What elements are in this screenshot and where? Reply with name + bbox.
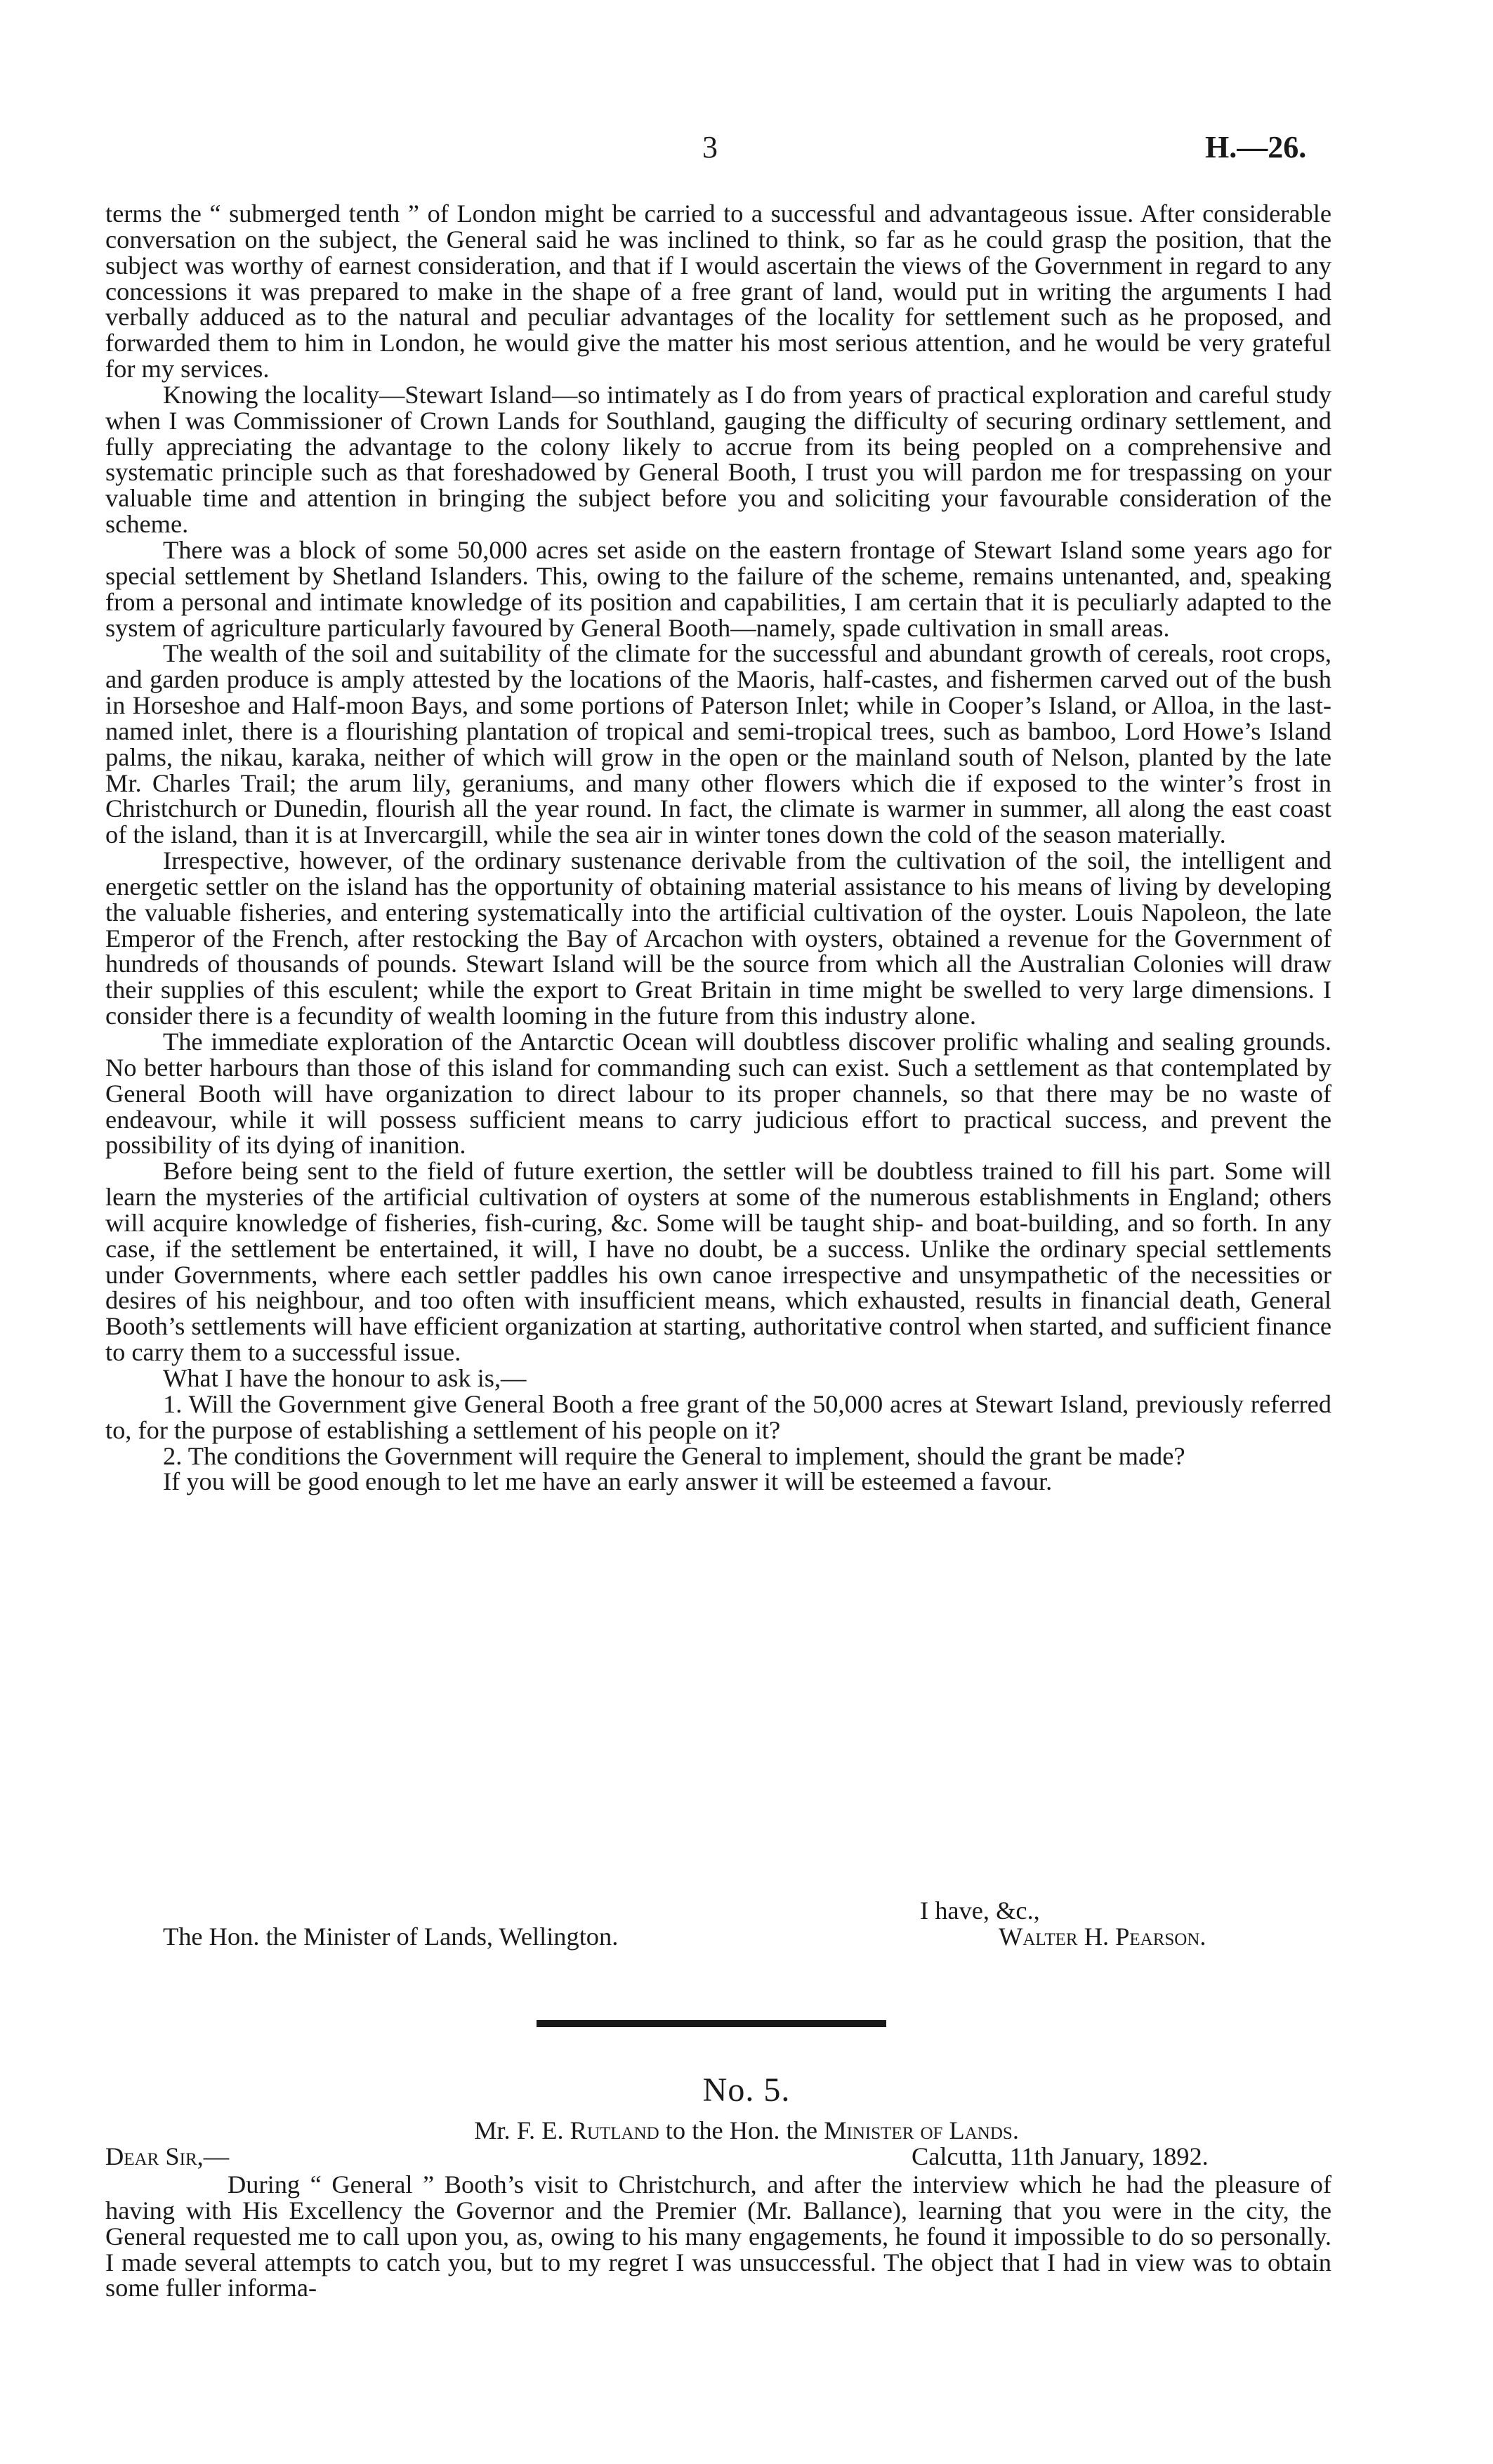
paragraph-opening: During “ General ” Booth’s visit to Christchurch, and after the interview which he had the pleasure of having with His Excellency the Governor and the Premier (Mr. Ballance), learning that you were in the city, the General requested me to call upon you, as, owing to his many engagements, he found it impossible to do so personally. I made several attempts to catch you, but to my regret I was unsuccessful. The object that I had in view was to obtain some fuller informa-: [105, 2170, 1331, 2302]
document-number: No. 5.: [702, 2071, 791, 2109]
dateline: Calcutta, 11th January, 1892.: [912, 2142, 1209, 2170]
paragraph-continuation: terms the “ submerged tenth ” of London might be carried to a successful and advantageous issue. After considerable conversation on the subject, the General said he was inclined to think, so far as he could grasp the position, that the subject was worthy of earnest consideration, and that if I would ascertain the views of the Government in regard to any concessions it was prepared to make in the shape of a free grant of land, would put in writing the arguments I had verbally adduced as to the natural and peculiar advantages of the locality for settlement such as he proposed, and forwarded them to him in London, he would give the matter his most serious attention, and he would be very grateful for my services.: [105, 199, 1331, 384]
closing-phrase: I have, &c.,: [920, 1896, 1040, 1925]
letter-body-next: [105, 2172, 1331, 2301]
request-item-1: 1. Will the Government give General Booth a free grant of the 50,000 acres at Stewart Island, previously referred to, for the purpose of establishing a settlement of his people on it?: [105, 1389, 1331, 1444]
paragraph-locality: Knowing the locality—Stewart Island—so intimately as I do from years of practical exploration and careful study when I was Commissioner of Crown Lands for Southland, gauging the difficulty of securing ordinary settlement, and fully appreciating the advantage to the colony likely to accrue from its being peopled on a comprehensive and systematic principle such as that foreshadowed by General Booth, I trust you will pardon me for trespassing on your valuable time and attention in bringing the subject before you and soliciting your favourable consideration of the scheme.: [105, 380, 1331, 539]
paragraph-antarctic: The immediate exploration of the Antarctic Ocean will doubtless discover prolific whaling and sealing grounds. No better harbours than those of this island for commanding such can exist. Such a settlement as that contemplated by General Booth will have organization to direct labour to its proper channels, so that there may be no waste of endeavour, while it will possess sufficient means to carry judicious effort to practical success, and prevent the possibility of its dying of inanition.: [105, 1028, 1331, 1160]
signature: Walter H. Pearson.: [999, 1922, 1206, 1951]
heading-name: Rutland: [570, 2116, 659, 2144]
document-heading: [0, 2116, 1493, 2145]
request-item-2: 2. The conditions the Government will require the General to implement, should the grant be made?: [163, 1441, 1185, 1470]
page-number: 3: [702, 130, 718, 164]
addressee: The Hon. the Minister of Lands, Wellington.: [163, 1922, 619, 1951]
document-reference: H.—26.: [1205, 130, 1307, 164]
salutation-row: [105, 2144, 1331, 2172]
heading-prefix: Mr. F. E.: [474, 2116, 570, 2144]
paragraph-block-of-land: There was a block of some 50,000 acres set aside on the eastern frontage of Stewart Island some years ago for special settlement by Shetland Islanders. This, owing to the failure of the scheme, remains untenanted, and, speaking from a personal and intimate knowledge of its position and capabilities, I am certain that it is peculiarly adapted to the system of agriculture particularly favoured by General Booth—namely, spade cultivation in small areas.: [105, 535, 1331, 642]
heading-title: Minister of Lands.: [824, 2116, 1019, 2144]
paragraph-training: Before being sent to the field of future exertion, the settler will be doubtless trained to fill his part. Some will learn the mysteries of the artificial cultivation of oysters at some of the numerous establishments in England; others will acquire knowledge of fisheries, fish-curing, &c. Some will be taught ship- and boat-building, and so forth. In any case, if the settlement be entertained, it will, I have no doubt, be a success. Unlike the ordinary special settlements under Governments, where each settler paddles his own canoe irrespective and unsympathetic of the necessities or desires of his neighbour, and too often with insufficient means, which exhausted, results in financial death, General Booth’s settlements will have efficient organization at starting, authoritative control when started, and sufficient finance to carry them to a successful issue.: [105, 1157, 1331, 1367]
signature-row: [105, 1924, 1331, 1952]
paragraph-closing-request: If you will be good enough to let me have an early answer it will be esteemed a favour.: [163, 1467, 1053, 1496]
paragraph-soil-and-climate: The wealth of the soil and suitability of the climate for the successful and abundant growth of cereals, root crops, and garden produce is amply attested by the locations of the Maoris, half-castes, and fishermen carved out of the bush in Horseshoe and Half-moon Bays, and some portions of Paterson Inlet; while in Cooper’s Island, or Alloa, in the last-named inlet, there is a flourishing plantation of tropical and semi-tropical trees, such as bamboo, Lord Howe’s Island palms, the nikau, karaka, neither of which will grow in the open or the mainland south of Nelson, planted by the late Mr. Charles Trail; the arum lily, geraniums, and many other flowers which die if exposed to the winter’s frost in Christchurch or Dunedin, flourish all the year round. In fact, the climate is warmer in summer, all along the east coast of the island, than it is at Invercargill, while the sea air in winter tones down the cold of the season materially.: [105, 639, 1331, 849]
paragraph-fisheries: Irrespective, however, of the ordinary sustenance derivable from the cultivation of the soil, the intelligent and energetic settler on the island has the opportunity of obtaining material assistance to his means of living by developing the valuable fisheries, and entering systematically into the artificial cultivation of the oyster. Louis Napoleon, the late Emperor of the French, after restocking the Bay of Arcachon with oysters, obtained a revenue for the Government of hundreds of thousands of pounds. Stewart Island will be the source from which all the Australian Colonies will draw their supplies of this esculent; while the export to Great Britain in time might be swelled to very large dimensions. I consider there is a fecundity of wealth looming in the future from this industry alone.: [105, 846, 1331, 1030]
letter-body: [105, 201, 1331, 1495]
salutation: Dear Sir,—: [105, 2142, 230, 2170]
paragraph-request-intro: What I have the honour to ask is,—: [163, 1363, 527, 1392]
heading-middle: to the Hon. the: [659, 2116, 824, 2144]
section-divider: [537, 2020, 886, 2027]
